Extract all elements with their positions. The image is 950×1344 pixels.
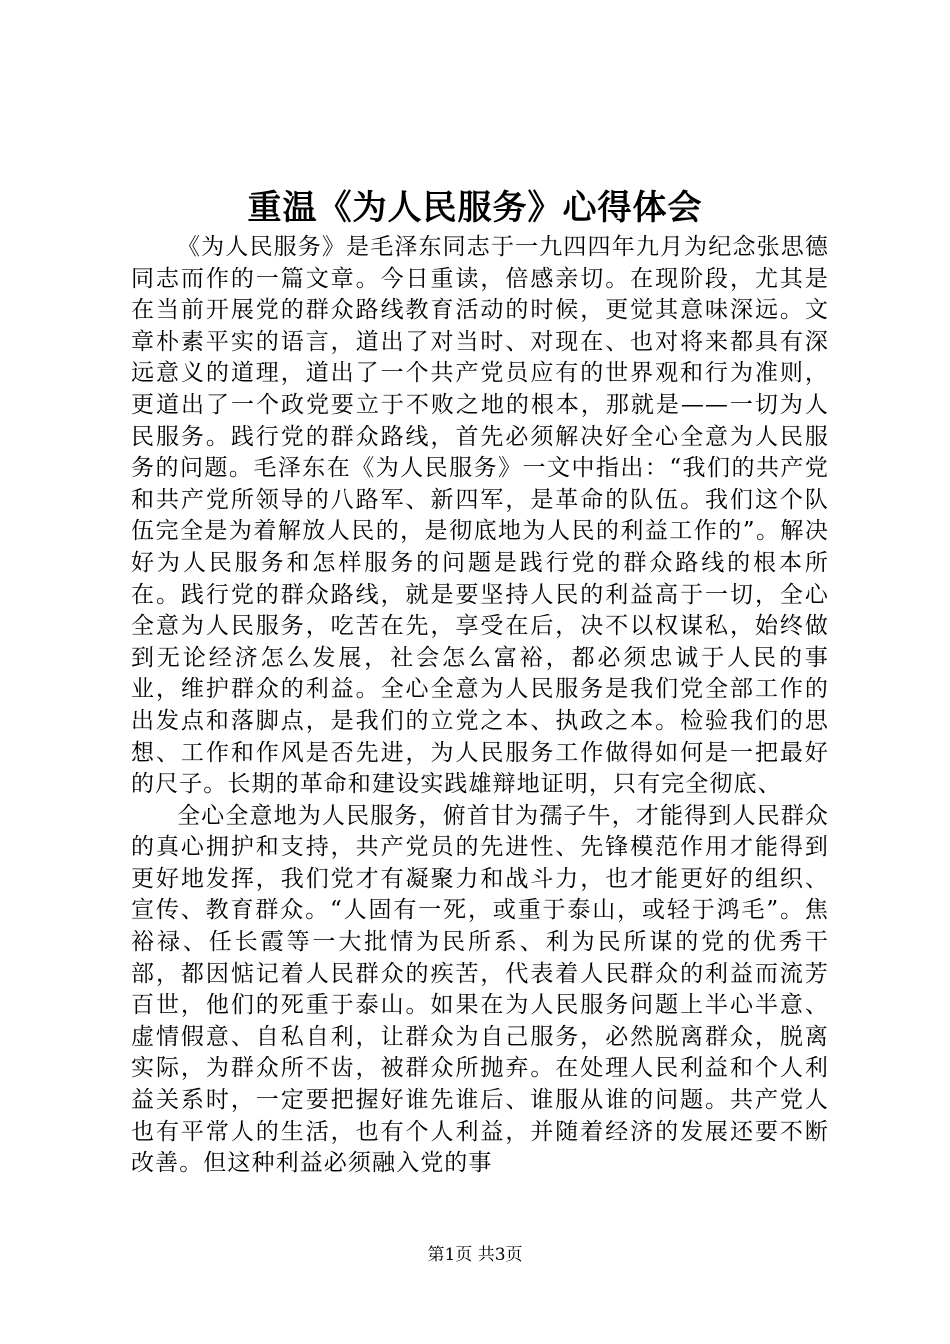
paragraph-2: 全心全意地为人民服务，俯首甘为孺子牛，才能得到人民群众的真心拥护和支持，共产党员的先进性、先锋模范作用才能得到更好地发挥，我们党才有凝聚力和战斗力，也才能更好的组织、宣传、教育群众。“人固有一死，或重于泰山，或轻于鸿毛”。焦裕禄、任长霞等一大批情为民所系、利为民所谋的党的优秀干部，都因惦记着人民群众的疾苦，代表着人民群众的利益而流芳百世，他们的死重于泰山。如果在为人民服务问题上半心半意、虚情假意、自私自利，让群众为自己服务，必然脱离群众，脱离实际，为群众所不齿，被群众所抛弃。在处理人民利益和个人利益关系时，一定要把握好谁先谁后、谁服从谁的问题。共产党人也有平常人的生活，也有个人利益，并随着经济的发展还要不断改善。但这种利益必须融入党的事 bbox=[131, 802, 829, 1177]
page-number-footer: 第1页 共3页 bbox=[427, 1245, 523, 1265]
document-title: 重温《为人民服务》心得体会 bbox=[247, 188, 703, 228]
document-body bbox=[131, 232, 829, 1180]
paragraph-1: 《为人民服务》是毛泽东同志于一九四四年九月为纪念张思德同志而作的一篇文章。今日重读，倍感亲切。在现阶段，尤其是在当前开展党的群众路线教育活动的时候，更觉其意味深远。文章朴素平实的语言，道出了对当时、对现在、也对将来都具有深远意义的道理，道出了一个共产党员应有的世界观和行为准则，更道出了一个政党要立于不败之地的根本，那就是——一切为人民服务。践行党的群众路线，首先必须解决好全心全意为人民服务的问题。毛泽东在《为人民服务》一文中指出：“我们的共产党和共产党所领导的八路军、新四军，是革命的队伍。我们这个队伍完全是为着解放人民的，是彻底地为人民的利益工作的”。解决好为人民服务和怎样服务的问题是践行党的群众路线的根本所在。践行党的群众路线，就是要坚持人民的利益高于一切，全心全意为人民服务，吃苦在先，享受在后，决不以权谋私，始终做到无论经济怎么发展，社会怎么富裕，都必须忠诚于人民的事业，维护群众的利益。全心全意为人民服务是我们党全部工作的出发点和落脚点，是我们的立党之本、执政之本。检验我们的思想、工作和作风是否先进，为人民服务工作做得如何是一把最好的尺子。长期的革命和建设实践雄辩地证明，只有完全彻底、 bbox=[131, 234, 829, 798]
